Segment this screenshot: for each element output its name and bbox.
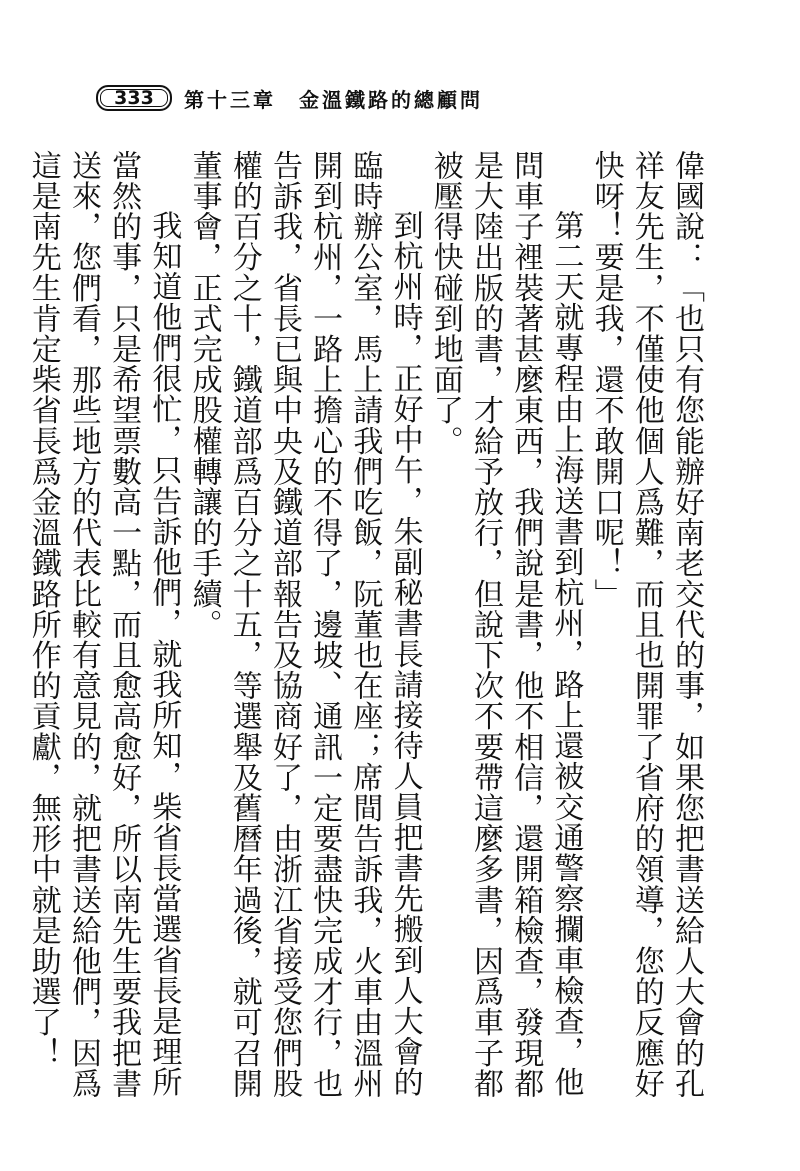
- page-number: 333: [96, 85, 172, 111]
- paragraph: 第二天就專程由上海送書到杭州，路上還被交通警察攔車檢查，他問車子裡裝著甚麼東西，我們說是書，他不相信，還開箱檢查，發現都是大陸出版的書，才給予放行，但說下次不要帶這麼多書，因爲車子都被壓得快碰到地面了。: [427, 150, 584, 1099]
- paragraph: 偉國說：「也只有您能辦好南老交代的事，如果您把書送給人大會的孔祥友先生，不僅使他個人爲難，而且也開罪了省府的領導，您的反應好快呀！要是我，還不敢開口呢！」: [588, 150, 704, 1099]
- running-header: [96, 84, 483, 112]
- paragraph: 到杭州時，正好中午，朱副秘書長請接待人員把書先搬到人大會的臨時辦公室，馬上請我們吃飯，阮董也在座；席間告訴我，火車由溫州開到杭州，一路上擔心的不得了，邊坡、通訊一定要盡快完成才行，也告訴我，省長已與中央及鐵道部報告及協商好了，由浙江省接受您們股權的百分之十，鐵道部爲百分之十五，等選舉及舊曆年過後，就可召開董事會，正式完成股權轉讓的手續。: [186, 150, 423, 1099]
- paragraph: 我知道他們很忙，只告訴他們，就我所知，柴省長當選省長是理所當然的事，只是希望票數高一點，而且愈高愈好，所以南先生要我把書送來，您們看，那些地方的代表比較有意見的，就把書送給他們，因爲這是南先生肯定柴省長爲金溫鐵路所作的貢獻，無形中就是助選了！: [25, 150, 182, 1099]
- body-text: [25, 150, 706, 1100]
- chapter-title: 第十三章 金溫鐵路的總顧問: [184, 87, 483, 112]
